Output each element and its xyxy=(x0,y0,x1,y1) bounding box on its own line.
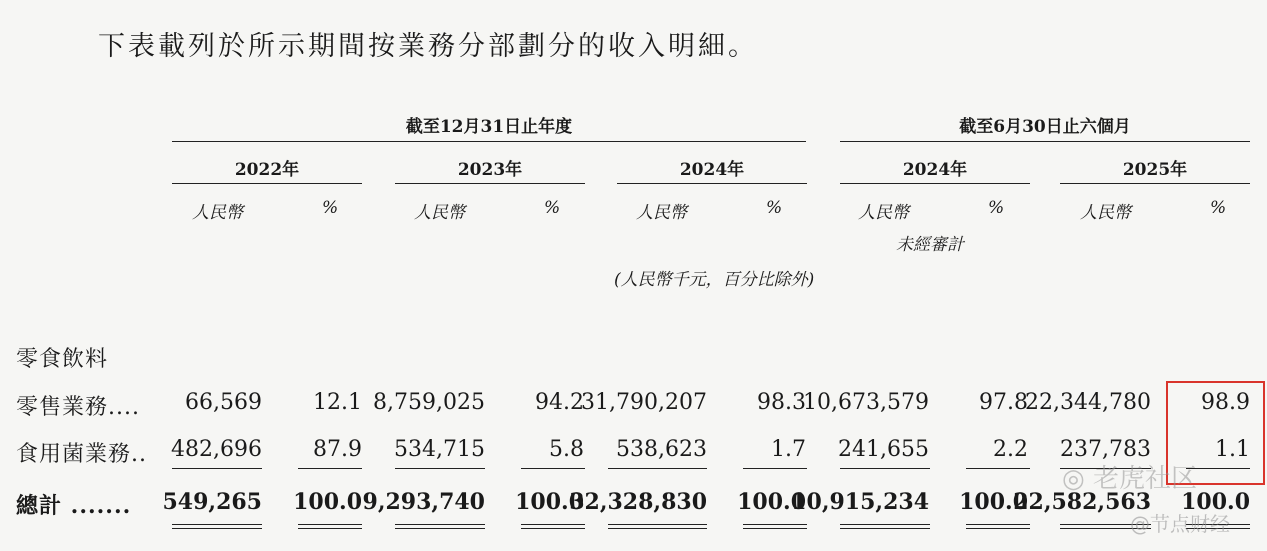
total-double-rule xyxy=(608,528,707,529)
subtotal-rule xyxy=(840,468,930,469)
table-cell: 10,673,579 xyxy=(803,390,929,415)
subtotal-rule xyxy=(608,468,707,469)
table-cell: 98.3 xyxy=(757,390,806,415)
unit-note: (人民幣千元，百分比除外) xyxy=(614,270,815,290)
row-label-total: 總計 ....... xyxy=(16,493,132,519)
table-cell: 94.2 xyxy=(535,390,584,415)
table-cell-total: 32,328,830 xyxy=(569,489,707,515)
col-header-rmb: 人民幣 xyxy=(1080,203,1131,223)
table-cell: 8,759,025 xyxy=(373,390,485,415)
table-cell: 98.9 xyxy=(1201,390,1250,415)
subtotal-rule xyxy=(298,468,362,469)
table-cell: 482,696 xyxy=(171,437,262,462)
table-cell-total: 10,915,234 xyxy=(791,489,929,515)
year-header-2024: 2024年 xyxy=(679,160,745,180)
table-cell: 31,790,207 xyxy=(581,390,707,415)
year-rule xyxy=(617,183,807,184)
table-cell: 2.2 xyxy=(993,437,1028,462)
table-cell-total: 9,293,740 xyxy=(362,489,485,515)
year-header-2024-half: 2024年 xyxy=(902,160,968,180)
year-rule xyxy=(1060,183,1250,184)
col-header-rmb: 人民幣 xyxy=(636,203,687,223)
total-double-rule xyxy=(840,528,930,529)
subtotal-rule xyxy=(743,468,807,469)
table-cell: 1.1 xyxy=(1215,437,1250,462)
total-double-rule xyxy=(840,524,930,525)
col-header-pct: % xyxy=(544,198,561,218)
subtotal-rule xyxy=(172,468,262,469)
col-header-pct: % xyxy=(1210,198,1227,218)
total-double-rule xyxy=(743,524,807,525)
col-header-rmb: 人民幣 xyxy=(192,203,243,223)
table-cell: 12.1 xyxy=(313,390,362,415)
total-double-rule xyxy=(395,528,485,529)
total-double-rule xyxy=(743,528,807,529)
total-double-rule xyxy=(298,524,362,525)
col-header-pct: % xyxy=(322,198,339,218)
table-cell-total: 100.0 xyxy=(737,489,806,515)
unaudited-label: 未經審計 xyxy=(896,235,964,255)
total-double-rule xyxy=(298,528,362,529)
table-cell: 87.9 xyxy=(313,437,362,462)
year-rule xyxy=(840,183,1030,184)
table-cell: 1.7 xyxy=(771,437,806,462)
subtotal-rule xyxy=(966,468,1030,469)
subtotal-rule xyxy=(521,468,585,469)
table-cell: 97.8 xyxy=(979,390,1028,415)
col-header-pct: % xyxy=(988,198,1005,218)
col-header-pct: % xyxy=(766,198,783,218)
year-header-2025-half: 2025年 xyxy=(1122,160,1188,180)
table-cell-total: 549,265 xyxy=(162,489,262,515)
row-label-category: 零食飲料 xyxy=(16,347,109,372)
group-rule-annual xyxy=(172,141,806,142)
total-double-rule xyxy=(395,524,485,525)
col-header-rmb: 人民幣 xyxy=(858,203,909,223)
total-double-rule xyxy=(966,528,1030,529)
col-header-rmb: 人民幣 xyxy=(414,203,465,223)
table-cell: 237,783 xyxy=(1060,437,1151,462)
table-cell-total: 100.0 xyxy=(293,489,362,515)
table-cell: 22,344,780 xyxy=(1025,390,1151,415)
table-cell: 5.8 xyxy=(549,437,584,462)
watermark-source: @节点财经 xyxy=(1130,512,1230,536)
year-header-2022: 2022年 xyxy=(234,160,300,180)
row-label-mushroom: 食用菌業務.. xyxy=(16,442,147,467)
group-header-annual: 截至12月31日止年度 xyxy=(405,117,573,137)
table-cell: 534,715 xyxy=(394,437,485,462)
total-double-rule xyxy=(172,524,262,525)
table-cell-total: 100.0 xyxy=(959,489,1028,515)
table-cell: 538,623 xyxy=(616,437,707,462)
table-cell-total: 100.0 xyxy=(1181,489,1250,515)
table-cell: 241,655 xyxy=(838,437,929,462)
total-double-rule xyxy=(608,524,707,525)
total-double-rule xyxy=(172,528,262,529)
group-rule-six-months xyxy=(840,141,1250,142)
intro-text: 下表載列於所示期間按業務分部劃分的收入明細。 xyxy=(98,31,758,62)
year-header-2023: 2023年 xyxy=(457,160,523,180)
year-rule xyxy=(395,183,585,184)
table-cell: 66,569 xyxy=(185,390,262,415)
table-cell-total: 100.0 xyxy=(515,489,584,515)
total-double-rule xyxy=(521,524,585,525)
table-cell-total: 22,582,563 xyxy=(1013,489,1151,515)
total-double-rule xyxy=(521,528,585,529)
group-header-six-months: 截至6月30日止六個月 xyxy=(959,117,1131,137)
subtotal-rule xyxy=(395,468,485,469)
total-double-rule xyxy=(966,524,1030,525)
watermark-community: ◎ 老虎社区 xyxy=(1062,464,1197,494)
year-rule xyxy=(172,183,362,184)
row-label-retail: 零售業務.... xyxy=(16,395,140,420)
